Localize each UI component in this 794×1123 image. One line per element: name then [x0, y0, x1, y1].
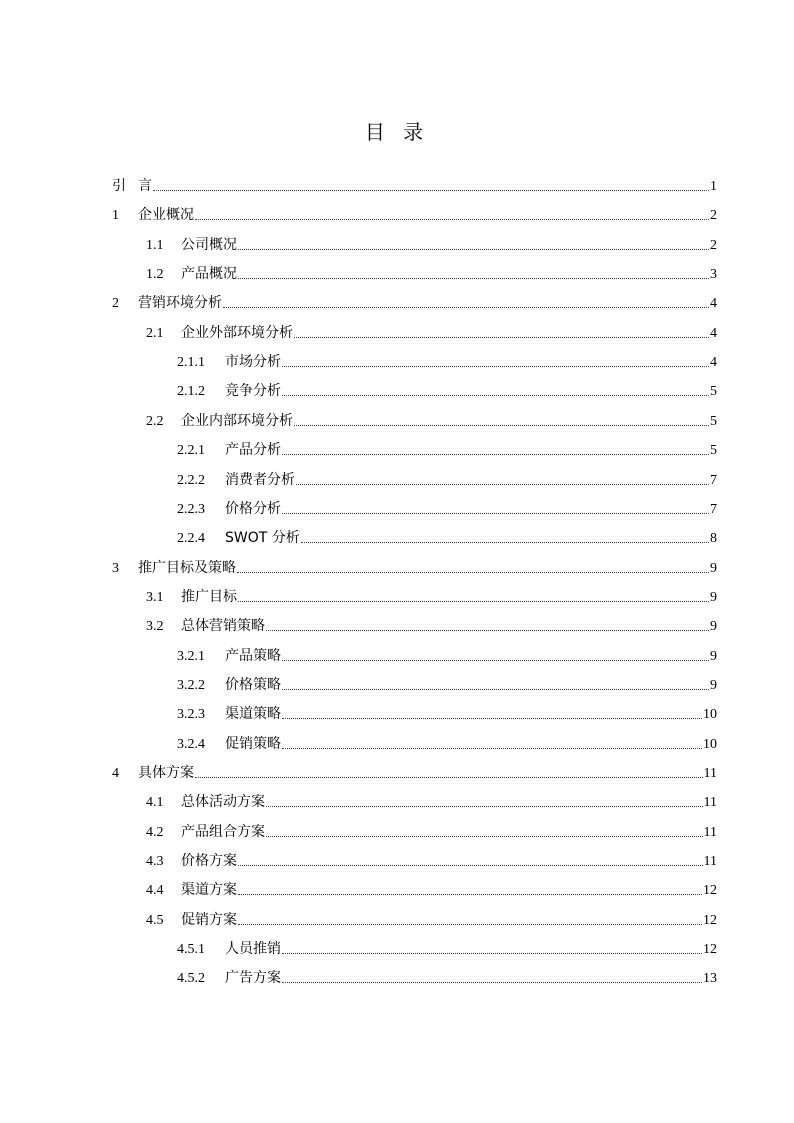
toc-entry[interactable] [112, 195, 717, 224]
toc-entry-number: 3.1 [146, 589, 164, 605]
toc-entry-number: 1.1 [146, 237, 164, 253]
toc-entry-page-number: 12 [703, 883, 717, 899]
toc-entry[interactable] [146, 254, 717, 283]
toc-entry-number: 引 [112, 179, 126, 194]
toc-dot-leader [282, 952, 702, 954]
toc-entry-page-number: 10 [703, 707, 717, 723]
toc-entry[interactable] [146, 313, 717, 342]
toc-entry-label: 市场分析 [225, 354, 281, 371]
toc-entry[interactable] [177, 929, 717, 958]
toc-entry-page-number: 9 [710, 648, 717, 664]
toc-dot-leader [282, 981, 702, 983]
toc-entry[interactable] [146, 577, 717, 606]
toc-entry-page-number: 9 [710, 560, 717, 576]
toc-entry-label: 企业内部环境分析 [181, 412, 293, 429]
toc-entry[interactable] [112, 753, 717, 782]
toc-entry-number: 3.2.4 [177, 736, 205, 752]
toc-entry-number: 2.2.4 [177, 531, 205, 547]
toc-dot-leader [266, 805, 703, 807]
toc-entry-label: SWOT 分析 [225, 530, 300, 547]
toc-entry-number: 4.4 [146, 883, 164, 899]
toc-entry-label: 推广目标 [181, 588, 237, 605]
toc-entry[interactable] [177, 665, 717, 694]
toc-entry-page-number: 5 [710, 384, 717, 400]
toc-entry-number: 1.2 [146, 267, 164, 283]
toc-entry-page-number: 5 [710, 413, 717, 429]
toc-entry-page-number: 2 [710, 208, 717, 224]
toc-entry[interactable] [112, 548, 717, 577]
toc-entry-label: 渠道策略 [225, 706, 281, 723]
toc-dot-leader [153, 189, 709, 191]
toc-dot-leader [266, 835, 703, 837]
toc-entry-label: 产品概况 [181, 266, 237, 283]
toc-entry-label: 总体活动方案 [181, 794, 265, 811]
toc-entry-page-number: 8 [710, 531, 717, 547]
toc-entry-label: 产品分析 [225, 442, 281, 459]
toc-dot-leader [282, 688, 709, 690]
toc-entry-label: 具体方案 [138, 765, 194, 781]
toc-entry-number: 2.1.2 [177, 384, 205, 400]
toc-entry[interactable] [177, 694, 717, 723]
toc-entry-label: 价格策略 [225, 676, 281, 693]
toc-entry[interactable] [146, 841, 717, 870]
toc-entry-page-number: 12 [703, 912, 717, 928]
toc-dot-leader [195, 218, 709, 220]
toc-entry-number: 2.2.3 [177, 501, 205, 517]
toc-entry-label: 言 [138, 178, 152, 194]
toc-entry-number: 2.1 [146, 325, 164, 341]
toc-entry-page-number: 7 [710, 501, 717, 517]
toc-entry[interactable] [146, 900, 717, 929]
toc-entry-page-number: 11 [703, 824, 717, 840]
toc-entry-label: 促销方案 [181, 911, 237, 928]
toc-entry[interactable] [177, 460, 717, 489]
toc-entry-number: 2 [112, 296, 119, 312]
toc-dot-leader [282, 394, 709, 396]
toc-entry-label: 企业概况 [138, 207, 194, 224]
toc-entry-page-number: 11 [703, 854, 717, 870]
toc-entry[interactable] [146, 782, 717, 811]
toc-entry-page-number: 9 [710, 589, 717, 605]
toc-entry-label: 价格分析 [225, 500, 281, 517]
toc-entry-label: 人员推销 [225, 941, 281, 958]
toc-dot-leader [282, 453, 709, 455]
toc-entry-page-number: 4 [710, 325, 717, 341]
toc-entry-number: 3.2.2 [177, 677, 205, 693]
toc-entry-page-number: 7 [710, 472, 717, 488]
toc-entry-page-number: 9 [710, 677, 717, 693]
toc-entry-label: 产品策略 [225, 647, 281, 664]
toc-dot-leader [238, 923, 702, 925]
toc-entry-label: 消费者分析 [225, 471, 295, 488]
toc-entry-number: 2.2.2 [177, 472, 205, 488]
toc-entry-label: 广告方案 [225, 970, 281, 987]
toc-dot-leader [238, 864, 703, 866]
toc-entry-label: 产品组合方案 [181, 823, 265, 840]
toc-entry[interactable] [146, 225, 717, 254]
toc-entry-page-number: 4 [710, 355, 717, 371]
toc-entry-label: 促销策略 [225, 735, 281, 752]
toc-entry-number: 4.3 [146, 854, 164, 870]
toc-entry[interactable] [112, 283, 717, 312]
toc-entry[interactable] [177, 430, 717, 459]
toc-entry[interactable] [112, 166, 717, 195]
toc-dot-leader [195, 776, 703, 778]
toc-entry-page-number: 11 [703, 795, 717, 811]
toc-entry-number: 3.2.3 [177, 707, 205, 723]
toc-dot-leader [266, 629, 709, 631]
toc-dot-leader [238, 277, 709, 279]
toc-entry-label: 总体营销策略 [181, 618, 265, 635]
toc-dot-leader [296, 483, 709, 485]
toc-entry-page-number: 4 [710, 296, 717, 312]
toc-entry-number: 4.5.2 [177, 971, 205, 987]
toc-entry-number: 4.1 [146, 795, 164, 811]
toc-dot-leader [237, 571, 709, 573]
toc-entry[interactable] [177, 342, 717, 371]
toc-entry-page-number: 13 [703, 971, 717, 987]
toc-entry-number: 4 [112, 766, 119, 781]
toc-entry-number: 4.5.1 [177, 942, 205, 958]
toc-entry-label: 推广目标及策略 [138, 559, 236, 576]
toc-dot-leader [238, 600, 709, 602]
toc-entry-number: 4.2 [146, 824, 164, 840]
toc-entry-label: 渠道方案 [181, 882, 237, 899]
toc-dot-leader [238, 893, 702, 895]
toc-entry-number: 1 [112, 208, 119, 224]
toc-entry[interactable] [177, 724, 717, 753]
toc-entry-number: 3 [112, 560, 119, 576]
toc-entry-label: 企业外部环境分析 [181, 324, 293, 341]
toc-entry[interactable] [177, 489, 717, 518]
toc-entry-number: 4.5 [146, 912, 164, 928]
toc-entry[interactable] [146, 812, 717, 841]
toc-entry-number: 3.2 [146, 619, 164, 635]
toc-title: 目 录 [364, 120, 430, 144]
toc-dot-leader [282, 512, 709, 514]
toc-entry-number: 2.1.1 [177, 355, 205, 371]
toc-entry-page-number: 11 [703, 766, 717, 781]
toc-dot-leader [301, 541, 709, 543]
toc-entry[interactable] [177, 636, 717, 665]
toc-entry[interactable] [177, 518, 717, 547]
toc-entry-number: 3.2.1 [177, 648, 205, 664]
toc-entry-number: 2.2.1 [177, 443, 205, 459]
toc-entry-number: 2.2 [146, 413, 164, 429]
toc-entry-page-number: 5 [710, 443, 717, 459]
toc-entry-page-number: 1 [710, 179, 717, 194]
toc-entry-label: 营销环境分析 [138, 295, 222, 312]
toc-entry[interactable] [146, 401, 717, 430]
toc-entry-page-number: 10 [703, 736, 717, 752]
toc-dot-leader [238, 248, 709, 250]
toc-entry-label: 价格方案 [181, 853, 237, 870]
toc-entry-page-number: 12 [703, 942, 717, 958]
toc-entry[interactable] [177, 371, 717, 400]
toc-dot-leader [282, 365, 709, 367]
toc-dot-leader [223, 306, 709, 308]
toc-dot-leader [282, 659, 709, 661]
toc-dot-leader [294, 424, 709, 426]
toc-entry-page-number: 3 [710, 267, 717, 283]
toc-dot-leader [282, 717, 702, 719]
toc-entry-label: 公司概况 [181, 236, 237, 253]
toc-entry[interactable] [146, 606, 717, 635]
toc-entry-page-number: 2 [710, 237, 717, 253]
toc-entry[interactable] [146, 870, 717, 899]
toc-dot-leader [294, 336, 709, 338]
toc-entry-label: 竞争分析 [225, 383, 281, 400]
toc-dot-leader [282, 747, 702, 749]
toc-entry-page-number: 9 [710, 619, 717, 635]
toc-entry[interactable] [177, 958, 717, 987]
